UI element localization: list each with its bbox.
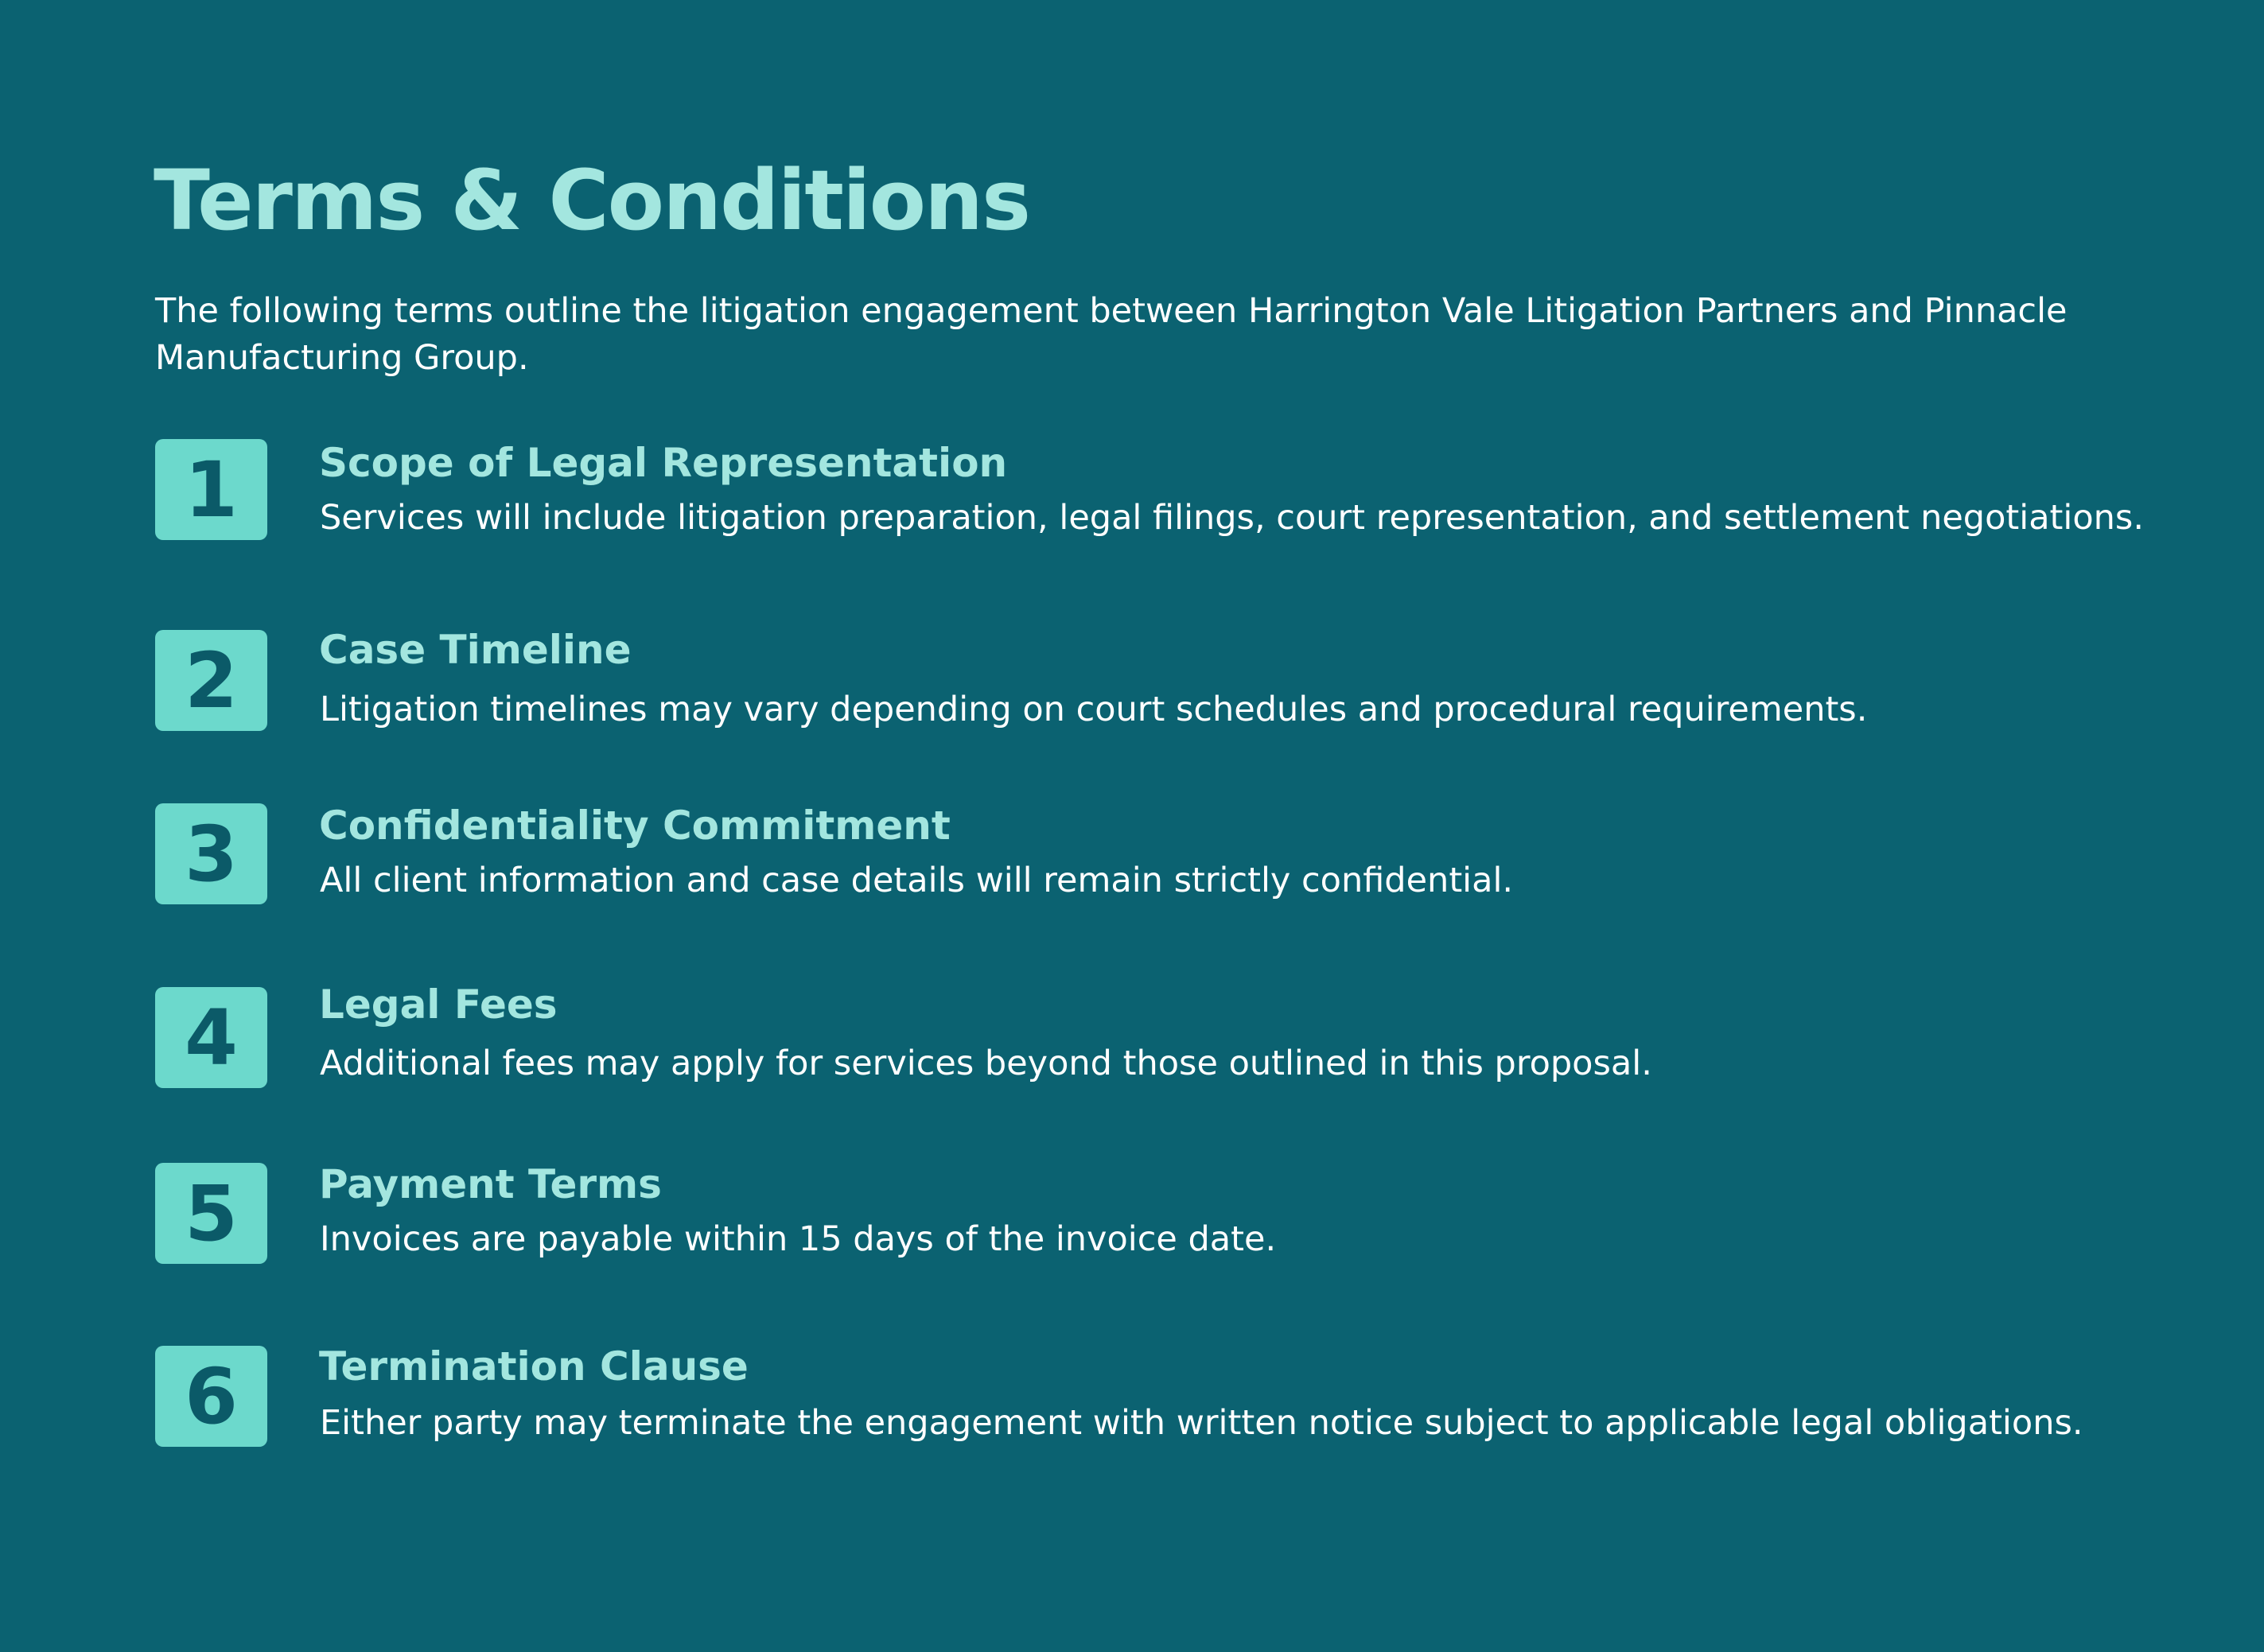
term-title: Termination Clause <box>319 1343 749 1390</box>
intro-paragraph: The following terms outline the litigation engagement between Harrington Vale Litigation Partners and Pinnacle Manufacturing Group. <box>155 291 2068 378</box>
term-title: Scope of Legal Representation <box>319 440 1008 486</box>
term-description: Either party may terminate the engagement with written notice subject to applicable legal obligations. <box>320 1403 2083 1443</box>
term-title: Legal Fees <box>319 981 558 1028</box>
term-item-4 <box>155 981 2192 1089</box>
term-description: All client information and case details will remain strictly confidential. <box>320 861 1514 900</box>
term-number-badge: 4 <box>155 987 267 1088</box>
term-number-badge: 1 <box>155 439 267 540</box>
term-number-badge: 6 <box>155 1346 267 1447</box>
term-item-1 <box>155 439 2192 541</box>
term-description: Services will include litigation preparation, legal filings, court representation, and settlement negotiations. <box>320 498 2144 538</box>
term-description: Invoices are payable within 15 days of the invoice date. <box>320 1219 1277 1259</box>
term-number-badge: 5 <box>155 1163 267 1264</box>
term-item-6 <box>155 1343 2192 1448</box>
term-title: Payment Terms <box>319 1161 662 1207</box>
term-number-badge: 2 <box>155 630 267 731</box>
term-item-5 <box>155 1163 2192 1265</box>
term-item-2 <box>155 627 2192 732</box>
term-item-3 <box>155 803 2192 905</box>
term-description: Additional fees may apply for services beyond those outlined in this proposal. <box>320 1044 1652 1083</box>
term-description: Litigation timelines may vary depending on court schedules and procedural requirements. <box>320 690 1868 729</box>
term-number-badge: 3 <box>155 803 267 904</box>
term-title: Confidentiality Commitment <box>319 803 951 849</box>
term-title: Case Timeline <box>319 627 632 673</box>
page-title: Terms & Conditions <box>154 152 1029 249</box>
